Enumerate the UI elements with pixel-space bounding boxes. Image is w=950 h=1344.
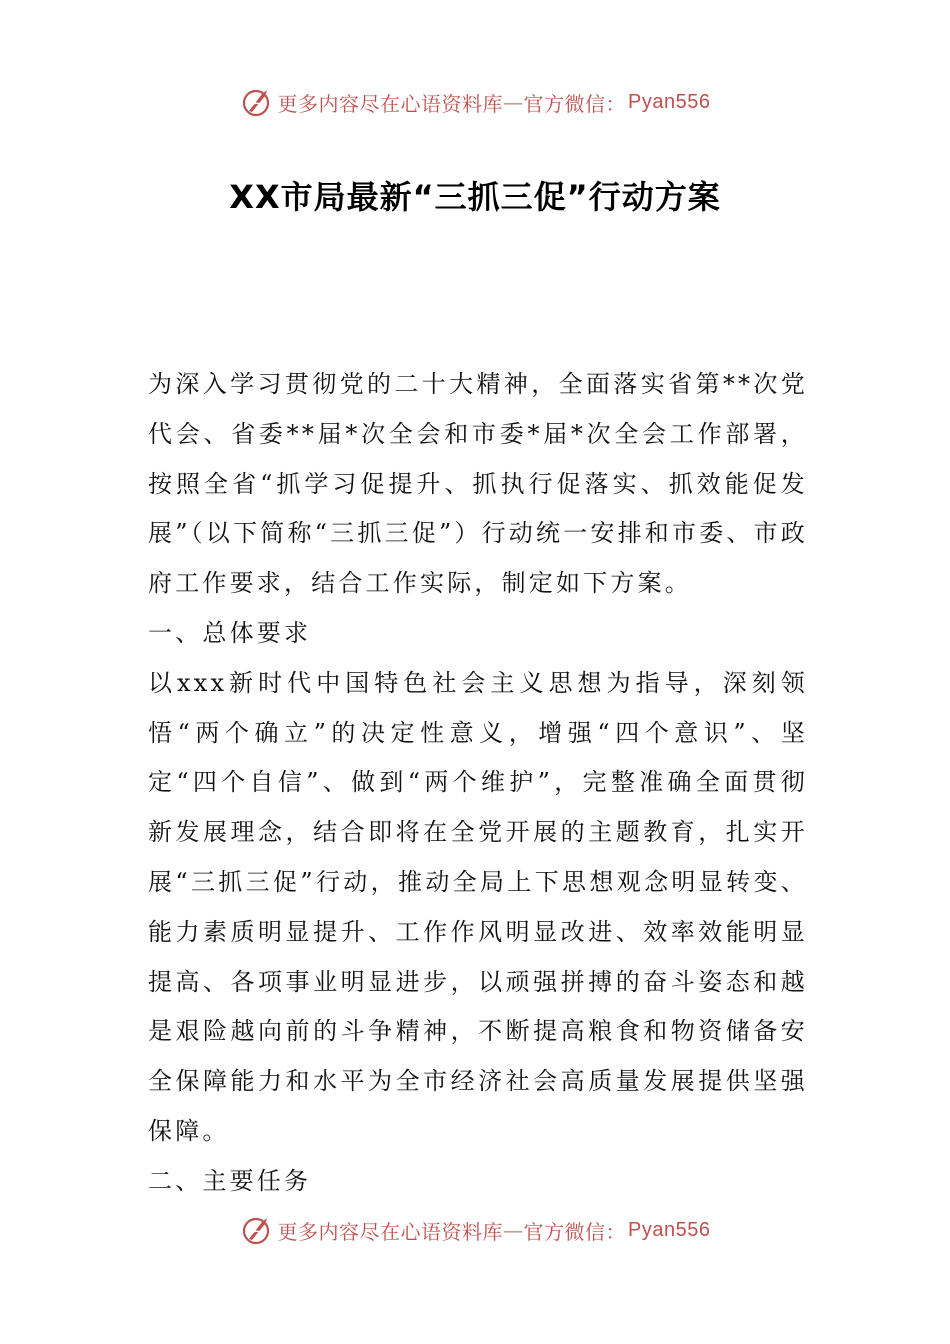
- section-paragraph-1: 以xxx新时代中国特色社会主义思想为指导，深刻领悟“两个确立”的决定性意义，增强“四个意识”、坚定“四个自信”、做到“两个维护”，完整准确全面贯彻新发展理念，结合即将在全党开展的主题教育，扎实开展“三抓三促”行动，推动全局上下思想观念明显转变、能力素质明显提升、工作作风明显改进、效率效能明显提高、各项事业明显进步，以顽强拼搏的奋斗姿态和越是艰险越向前的斗争精神，不断提高粮食和物资储备安全保障能力和水平为全市经济社会高质量发展提供坚强保障。: [148, 668, 808, 1145]
- watermark-footer: [0, 1210, 950, 1250]
- document-title: XX市局最新“三抓三促”行动方案: [229, 178, 721, 216]
- section-heading-2: 二、主要任务: [148, 1166, 312, 1195]
- watermark-label: 官方微信：: [523, 91, 627, 116]
- document-body: [148, 360, 808, 1207]
- watermark-separator: —: [503, 90, 524, 114]
- watermark-brand: 更多内容尽在心语资料库: [277, 91, 504, 116]
- section-heading-1: 一、总体要求: [148, 618, 312, 647]
- watermark-handle: Pyan556: [628, 90, 711, 113]
- pen-nib-circle-icon: [240, 85, 274, 119]
- pen-nib-circle-icon: [240, 1213, 274, 1247]
- watermark-separator: —: [503, 1218, 524, 1242]
- watermark-brand: 更多内容尽在心语资料库: [277, 1219, 504, 1244]
- watermark-label: 官方微信：: [523, 1219, 627, 1244]
- intro-paragraph: 为深入学习贯彻党的二十大精神，全面落实省第**次党代会、省委**届*次全会和市委*届*次全会工作部署，按照全省“抓学习促提升、抓执行促落实、抓效能促发展”（以下简称“三抓三促”）行动统一安排和市委、市政府工作要求，结合工作实际，制定如下方案。: [148, 370, 809, 598]
- watermark-handle: Pyan556: [628, 1218, 711, 1241]
- watermark-header: [0, 82, 950, 122]
